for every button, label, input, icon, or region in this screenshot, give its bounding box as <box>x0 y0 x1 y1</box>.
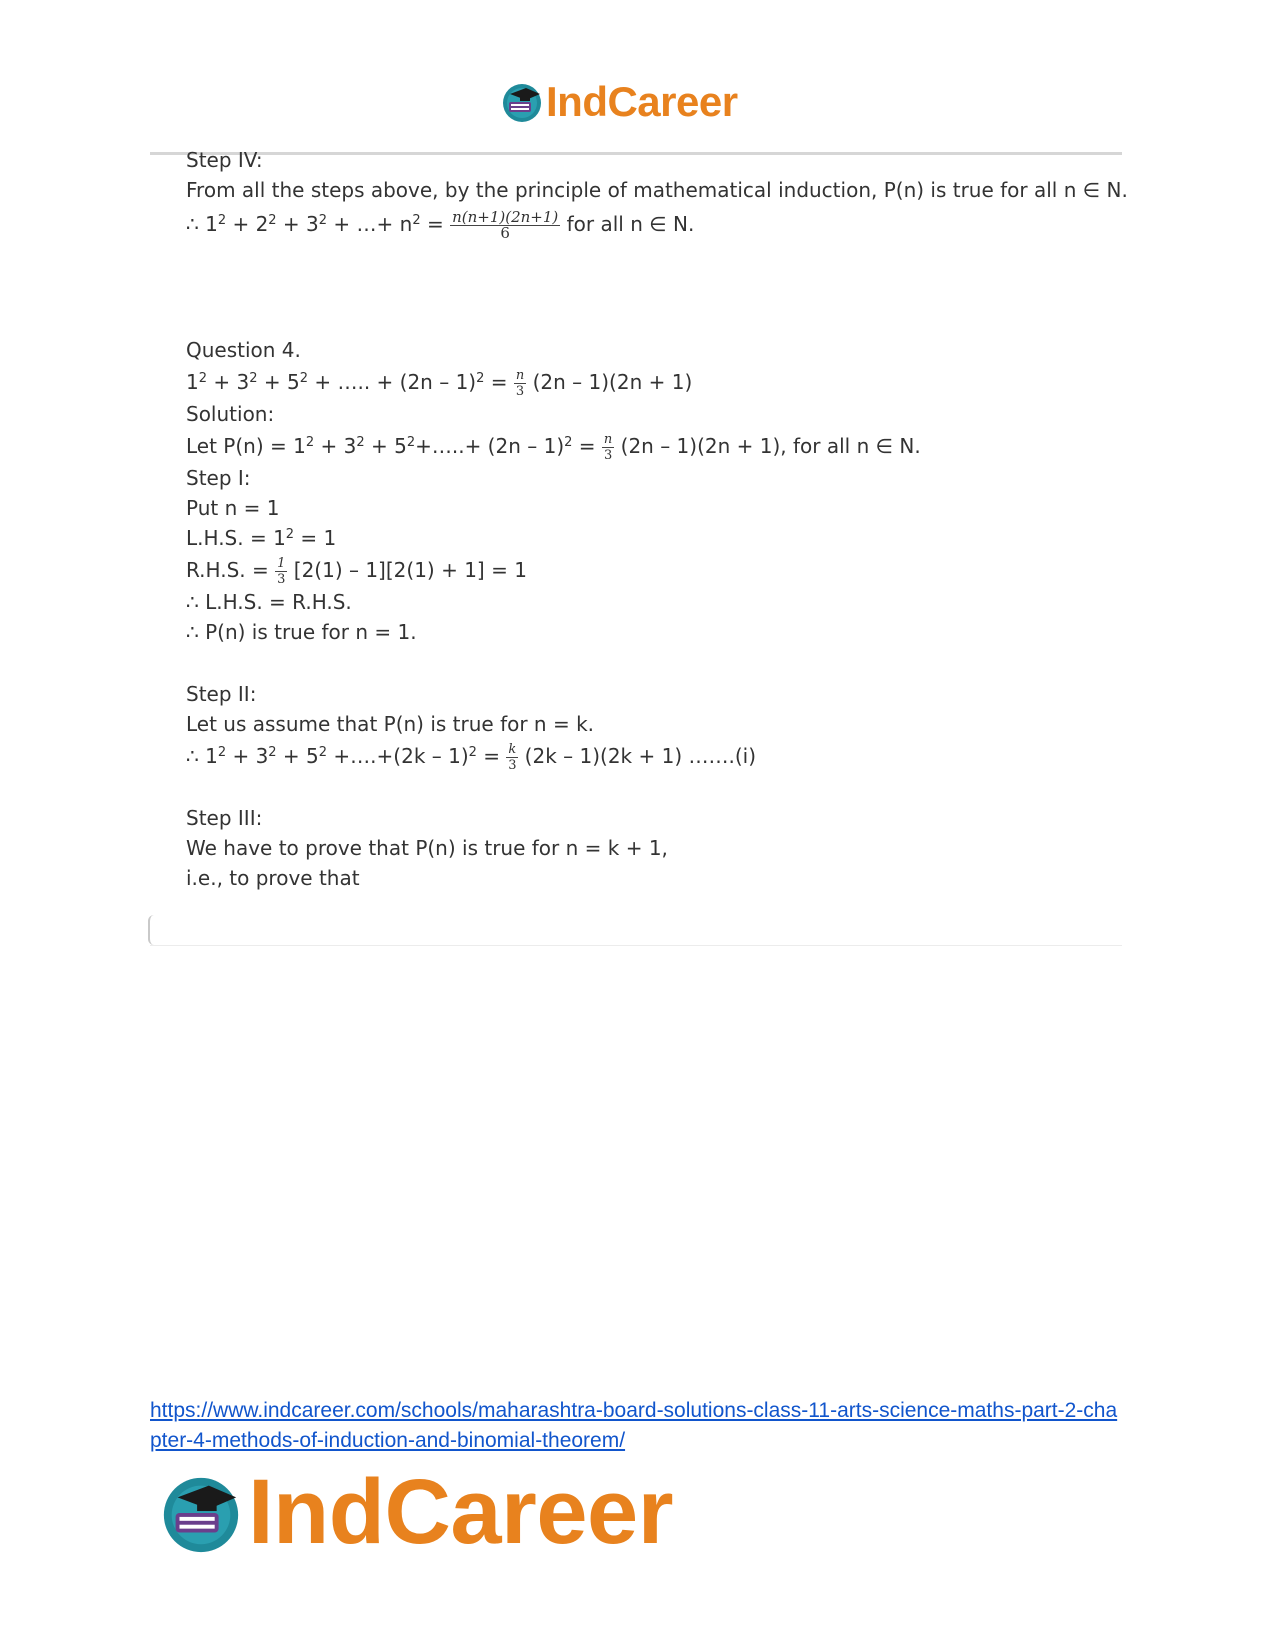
text-run: = <box>484 370 514 394</box>
graduation-book-icon <box>500 80 544 124</box>
graduation-book-icon <box>158 1470 244 1556</box>
step1-equal: ∴ L.H.S. = R.H.S. <box>186 590 352 614</box>
solution-label: Solution: <box>186 402 275 426</box>
let-statement <box>186 432 921 463</box>
step4-formula <box>186 210 694 241</box>
text-run: = <box>476 744 507 768</box>
fraction-numerator: k <box>508 742 517 757</box>
exponent: 2 <box>406 435 416 450</box>
fraction <box>450 210 560 241</box>
fraction-denominator: 3 <box>603 448 613 463</box>
fraction <box>602 432 614 463</box>
step1-lhs <box>186 526 336 550</box>
text-run: ∴ 1 <box>186 744 218 768</box>
fraction-numerator: n <box>603 432 613 447</box>
text-run: + …+ n <box>327 212 413 236</box>
exponent: 2 <box>356 435 365 450</box>
exponent: 2 <box>268 213 277 228</box>
text-run: = <box>420 212 451 236</box>
exponent: 2 <box>299 371 308 386</box>
text-run: + 2 <box>226 212 269 236</box>
text-run: (2n – 1)(2n + 1), for all n ∈ N. <box>614 434 921 458</box>
fraction <box>275 556 287 587</box>
text-run: (2k – 1)(2k + 1) …….(i) <box>518 744 757 768</box>
text-run: R.H.S. = <box>186 558 276 582</box>
step2-formula <box>186 742 756 773</box>
text-run: = 1 <box>294 526 337 550</box>
step1-rhs <box>186 556 527 587</box>
step3-ie: i.e., to prove that <box>186 866 360 890</box>
step1-put: Put n = 1 <box>186 496 280 520</box>
fraction-numerator: 1 <box>277 556 286 571</box>
exponent: 2 <box>412 213 421 228</box>
header-logo <box>500 78 738 126</box>
text-run: + 3 <box>276 212 319 236</box>
text-run: for all n ∈ N. <box>560 212 695 236</box>
text-run: + 5 <box>276 744 319 768</box>
fraction-denominator: 3 <box>277 572 286 587</box>
exponent: 2 <box>285 527 295 542</box>
text-run: + 5 <box>364 434 407 458</box>
footer-logo <box>158 1460 673 1565</box>
step1-heading: Step I: <box>186 466 251 490</box>
exponent: 2 <box>476 371 485 386</box>
exponent: 2 <box>249 371 258 386</box>
fraction <box>506 742 518 773</box>
text-run: Let P(n) = 1 <box>186 434 306 458</box>
exponent: 2 <box>217 213 227 228</box>
exponent: 2 <box>217 745 227 760</box>
text-run: +…..+ (2n – 1) <box>415 434 565 458</box>
logo-wordmark: IndCareer <box>248 1461 673 1563</box>
text-run: + 5 <box>257 370 300 394</box>
exponent: 2 <box>198 371 208 386</box>
text-run: [2(1) – 1][2(1) + 1] = 1 <box>287 558 527 582</box>
fraction-numerator: n(n+1)(2n+1) <box>452 208 559 226</box>
text-run: (2n – 1)(2n + 1) <box>526 370 693 394</box>
question-title: Question 4. <box>186 338 301 362</box>
text-run: ∴ 1 <box>186 212 218 236</box>
text-run: + 3 <box>207 370 250 394</box>
logo-wordmark: IndCareer <box>546 78 738 125</box>
exponent: 2 <box>468 745 477 760</box>
text-run: L.H.S. = 1 <box>186 526 286 550</box>
text-run: + 3 <box>314 434 357 458</box>
exponent: 2 <box>305 435 315 450</box>
exponent: 2 <box>564 435 573 450</box>
source-link[interactable]: https://www.indcareer.com/schools/maharashtra-board-solutions-class-11-arts-science-maths-part-2-chapter-4-methods-of-induction-and-binomial-theorem/ <box>150 1399 1118 1452</box>
step2-assume: Let us assume that P(n) is true for n = k. <box>186 712 595 736</box>
fraction <box>514 368 526 399</box>
panel-edge-mark <box>148 915 156 945</box>
text-run: = <box>572 434 602 458</box>
step3-prove: We have to prove that P(n) is true for n = k + 1, <box>186 836 668 860</box>
question-statement <box>186 368 692 399</box>
text-run: + 3 <box>226 744 269 768</box>
step2-heading: Step II: <box>186 682 257 706</box>
fraction-denominator: 3 <box>508 758 517 773</box>
step4-heading: Step IV: <box>186 148 263 172</box>
step4-conclusion: From all the steps above, by the principle of mathematical induction, P(n) is true for all n ∈ N. <box>186 178 1128 202</box>
exponent: 2 <box>268 745 277 760</box>
text-run: +….+(2k – 1) <box>327 744 469 768</box>
exponent: 2 <box>318 213 328 228</box>
step1-true: ∴ P(n) is true for n = 1. <box>186 620 417 644</box>
step3-heading: Step III: <box>186 806 263 830</box>
fraction-denominator: 6 <box>500 224 510 242</box>
text-run: + ….. + (2n – 1) <box>307 370 477 394</box>
fraction-numerator: n <box>515 368 525 383</box>
fraction-denominator: 3 <box>515 384 525 399</box>
exponent: 2 <box>318 745 328 760</box>
text-run: 1 <box>186 370 199 394</box>
